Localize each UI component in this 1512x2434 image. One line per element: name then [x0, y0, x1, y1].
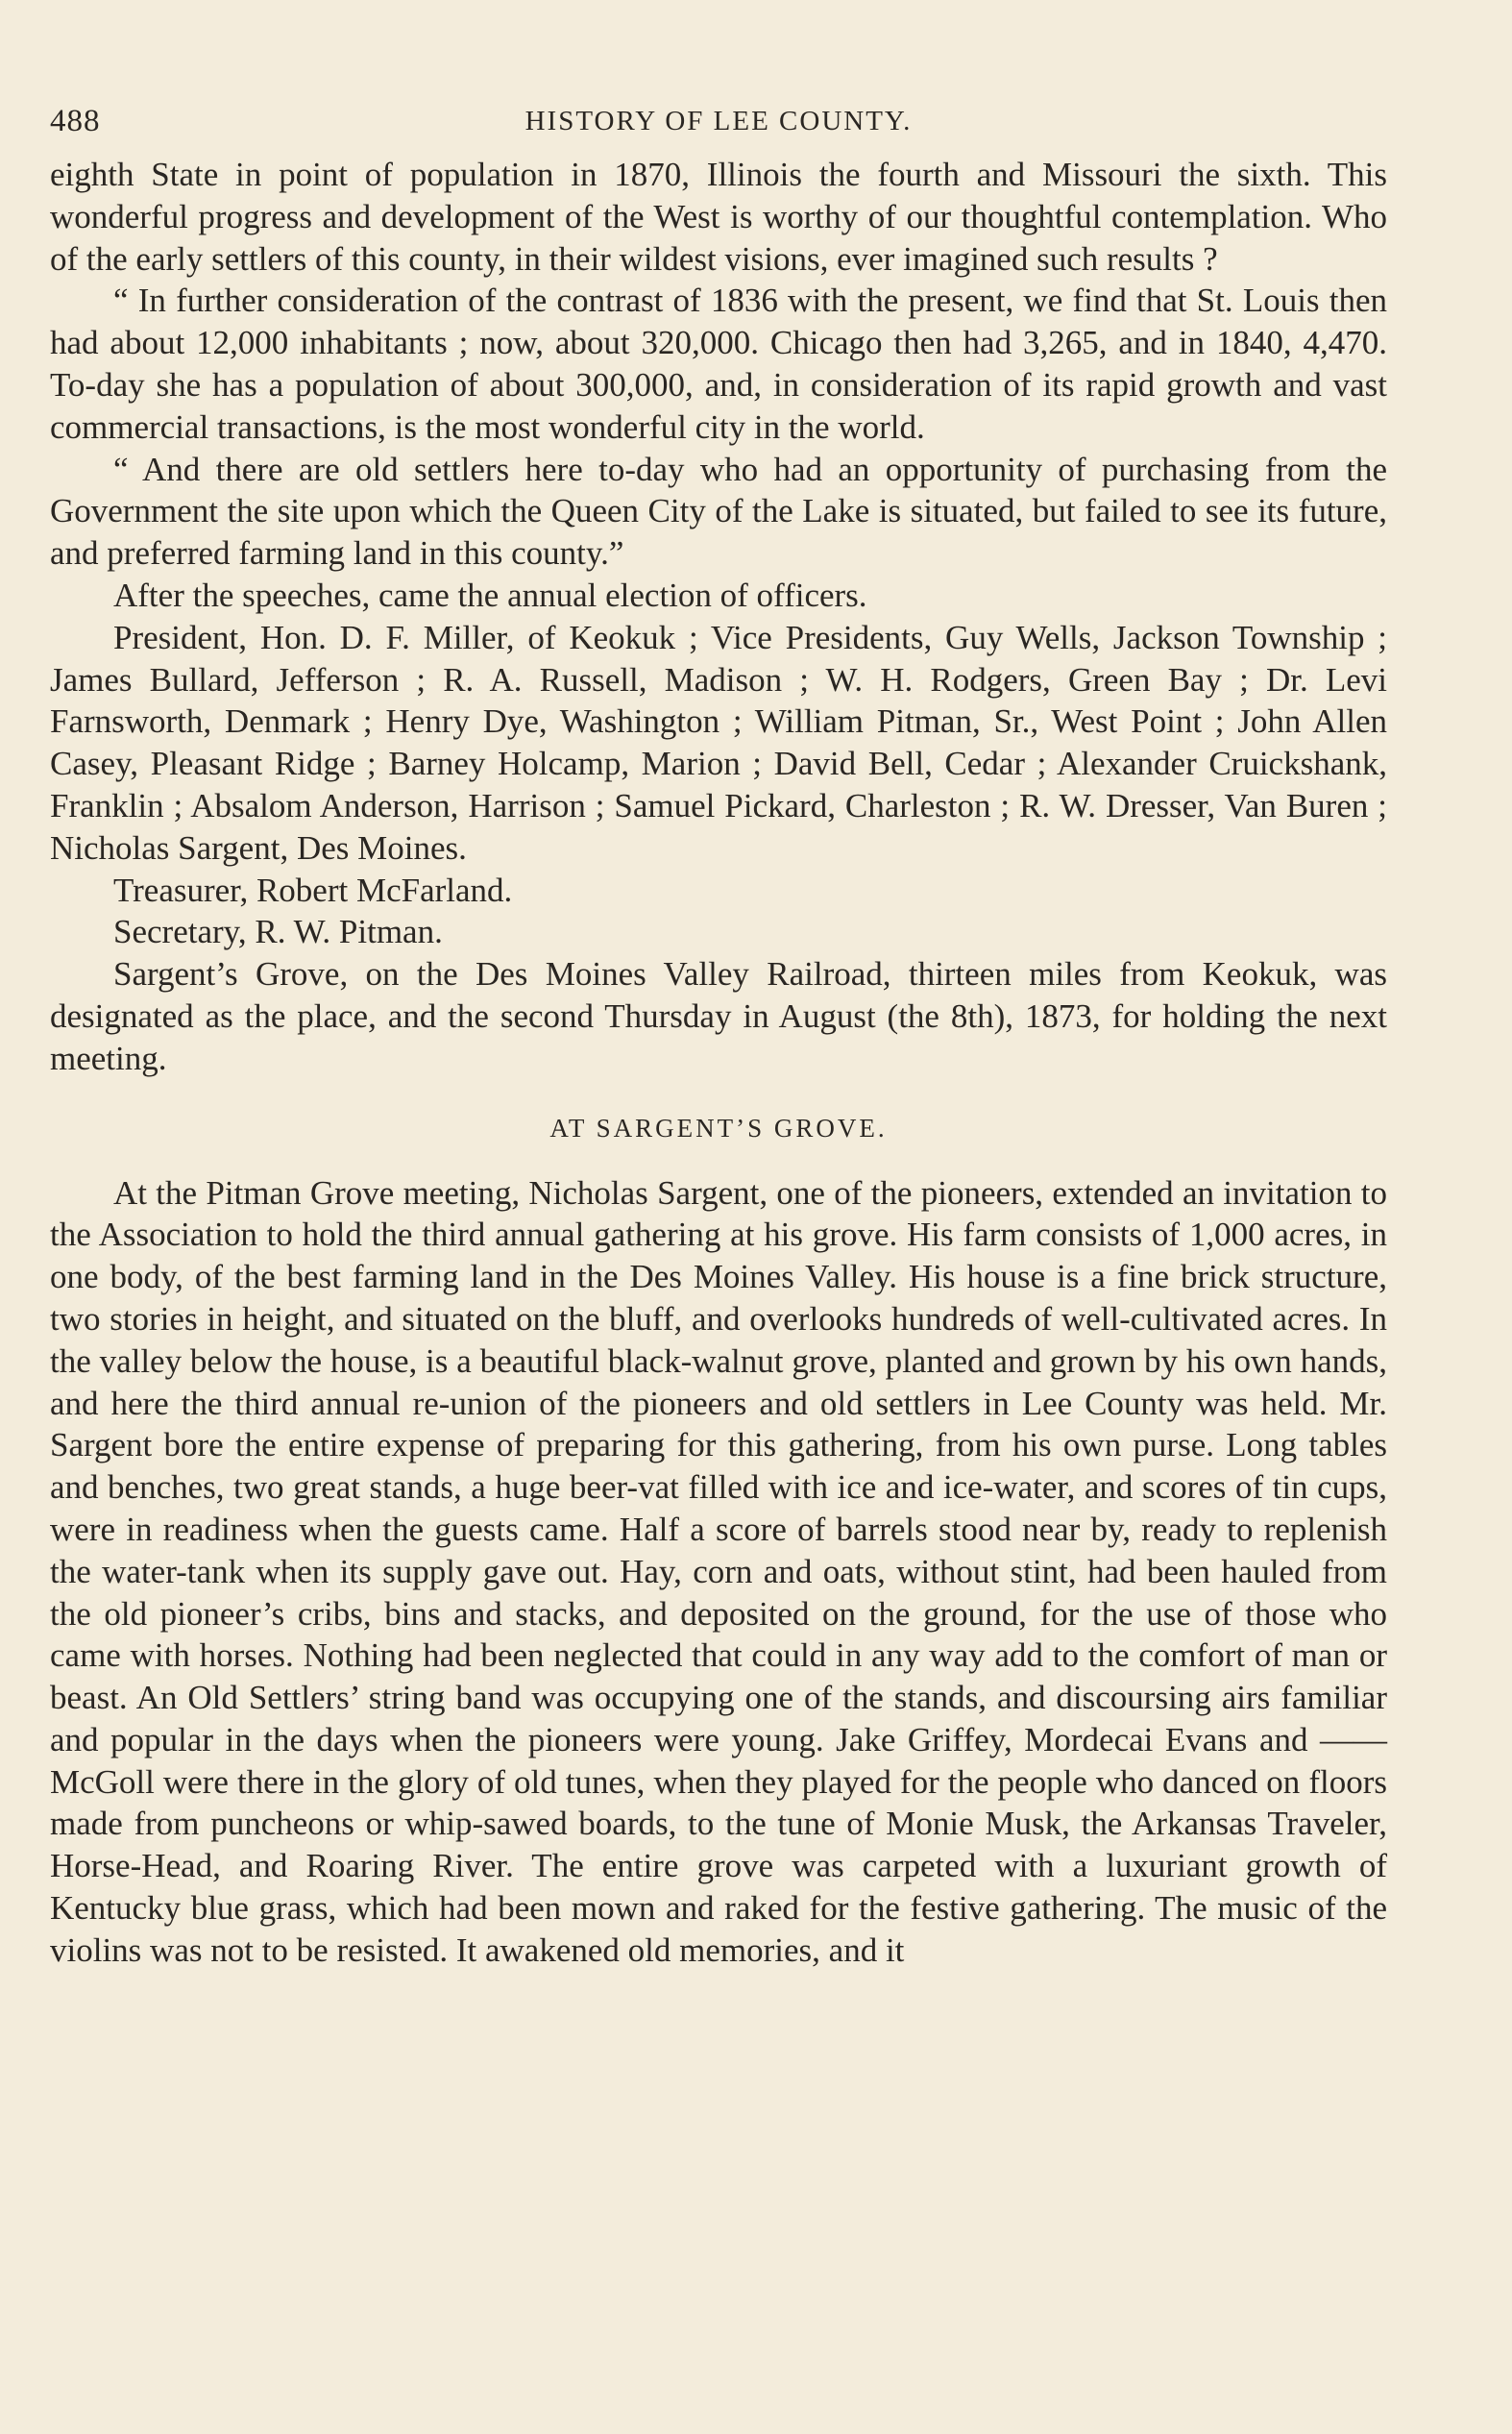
paragraph-continued: eighth State in point of population in 1870, Illinois the fourth and Missouri the sixth. This wonderful progress and development of the West is worthy of our thoughtful contemplation. Who of the early settlers of this county, in their wildest visions, ever imagined such results ? [50, 156, 1387, 278]
paragraph-secretary: Secretary, R. W. Pitman. [113, 913, 443, 951]
paragraph-contrast-1836: “ In further consideration of the contrast of 1836 with the present, we find that St. Louis then had about 12,000 inhabitants ; now, about 320,000. Chicago then had 3,265, and in 1840, 4,470. To-day she has a population of about 300,000, and, in consideration of its rapid growth and vast commercial transactions, is the most wonderful city in the world. [50, 282, 1387, 446]
paragraph-old-settlers: “ And there are old settlers here to-day who had an opportunity of purchasing from the Government the site upon which the Queen City of the Lake is situated, but failed to see its future, and preferred farming land in this county.” [50, 450, 1387, 573]
paragraph-sargents-grove: At the Pitman Grove meeting, Nicholas Sargent, one of the pioneers, extended an invitation to the Association to hold the third annual gathering at his grove. His farm consists of 1,000 acres, in one body, of the best farming land in the Des Moines Valley. His house is a fine brick structure, two stories in height, and situated on the bluff, and overlooks hundreds of well-cultivated acres. In the valley below the house, is a beautiful black-walnut grove, planted and grown by his own hands, and here the third annual re-union of the pioneers and old settlers in Lee County was held. Mr. Sargent bore the entire expense of preparing for this gathering, from his own purse. Long tables and benches, two great stands, a huge beer-vat filled with ice and ice-water, and scores of tin cups, were in readiness when the guests came. Half a score of barrels stood near by, ready to replenish the water-tank when its supply gave out. Hay, corn and oats, without stint, had been hauled from the old pioneer’s cribs, bins and stacks, and deposited on the ground, for the use of those who came with horses. Nothing had been neglected that could in any way add to the comfort of man or beast. An Old Settlers’ string band was occupying one of the stands, and discoursing airs familiar and popular in the days when the pioneers were young. Jake Griffey, Mordecai Evans and —— McGoll were there in the glory of old tunes, when they played for the people who danced on floors made from puncheons or whip-sawed boards, to the tune of Monie Musk, the Arkansas Traveler, Horse-Head, and Roaring River. The entire grove was carpeted with a luxuriant growth of Kentucky blue grass, which had been mown and raked for the festive gathering. The music of the violins was not to be resisted. It awakened old memories, and it [50, 1173, 1387, 1969]
paragraph-next-meeting: Sargent’s Grove, on the Des Moines Valley Railroad, thirteen miles from Keokuk, was designated as the place, and the second Thursday in August (the 8th), 1873, for holding the next meeting. [50, 955, 1387, 1077]
paragraph-officers: President, Hon. D. F. Miller, of Keokuk ; Vice Presidents, Guy Wells, Jackson Township ; James Bullard, Jefferson ; R. A. Russell, Madison ; W. H. Rodgers, Green Bay ; Dr. Levi Farnsworth, Denmark ; Henry Dye, Washington ; William Pitman, Sr., West Point ; John Allen Casey, Pleasant Ridge ; Barney Holcamp, Marion ; David Bell, Cedar ; Alexander Cruickshank, Franklin ; Absalom Anderson, Harrison ; Samuel Pickard, Charleston ; R. W. Dresser, Van Buren ; Nicholas Sargent, Des Moines. [50, 618, 1387, 867]
book-page [50, 96, 1387, 1972]
section-heading: AT SARGENT’S GROVE. [549, 1113, 888, 1143]
paragraph-election: After the speeches, came the annual election of officers. [113, 576, 867, 614]
running-title: HISTORY OF LEE COUNTY. [524, 106, 913, 136]
running-head [50, 96, 1387, 154]
page-number: 488 [50, 104, 101, 138]
paragraph-treasurer: Treasurer, Robert McFarland. [113, 871, 513, 909]
body-text [50, 154, 1387, 1972]
